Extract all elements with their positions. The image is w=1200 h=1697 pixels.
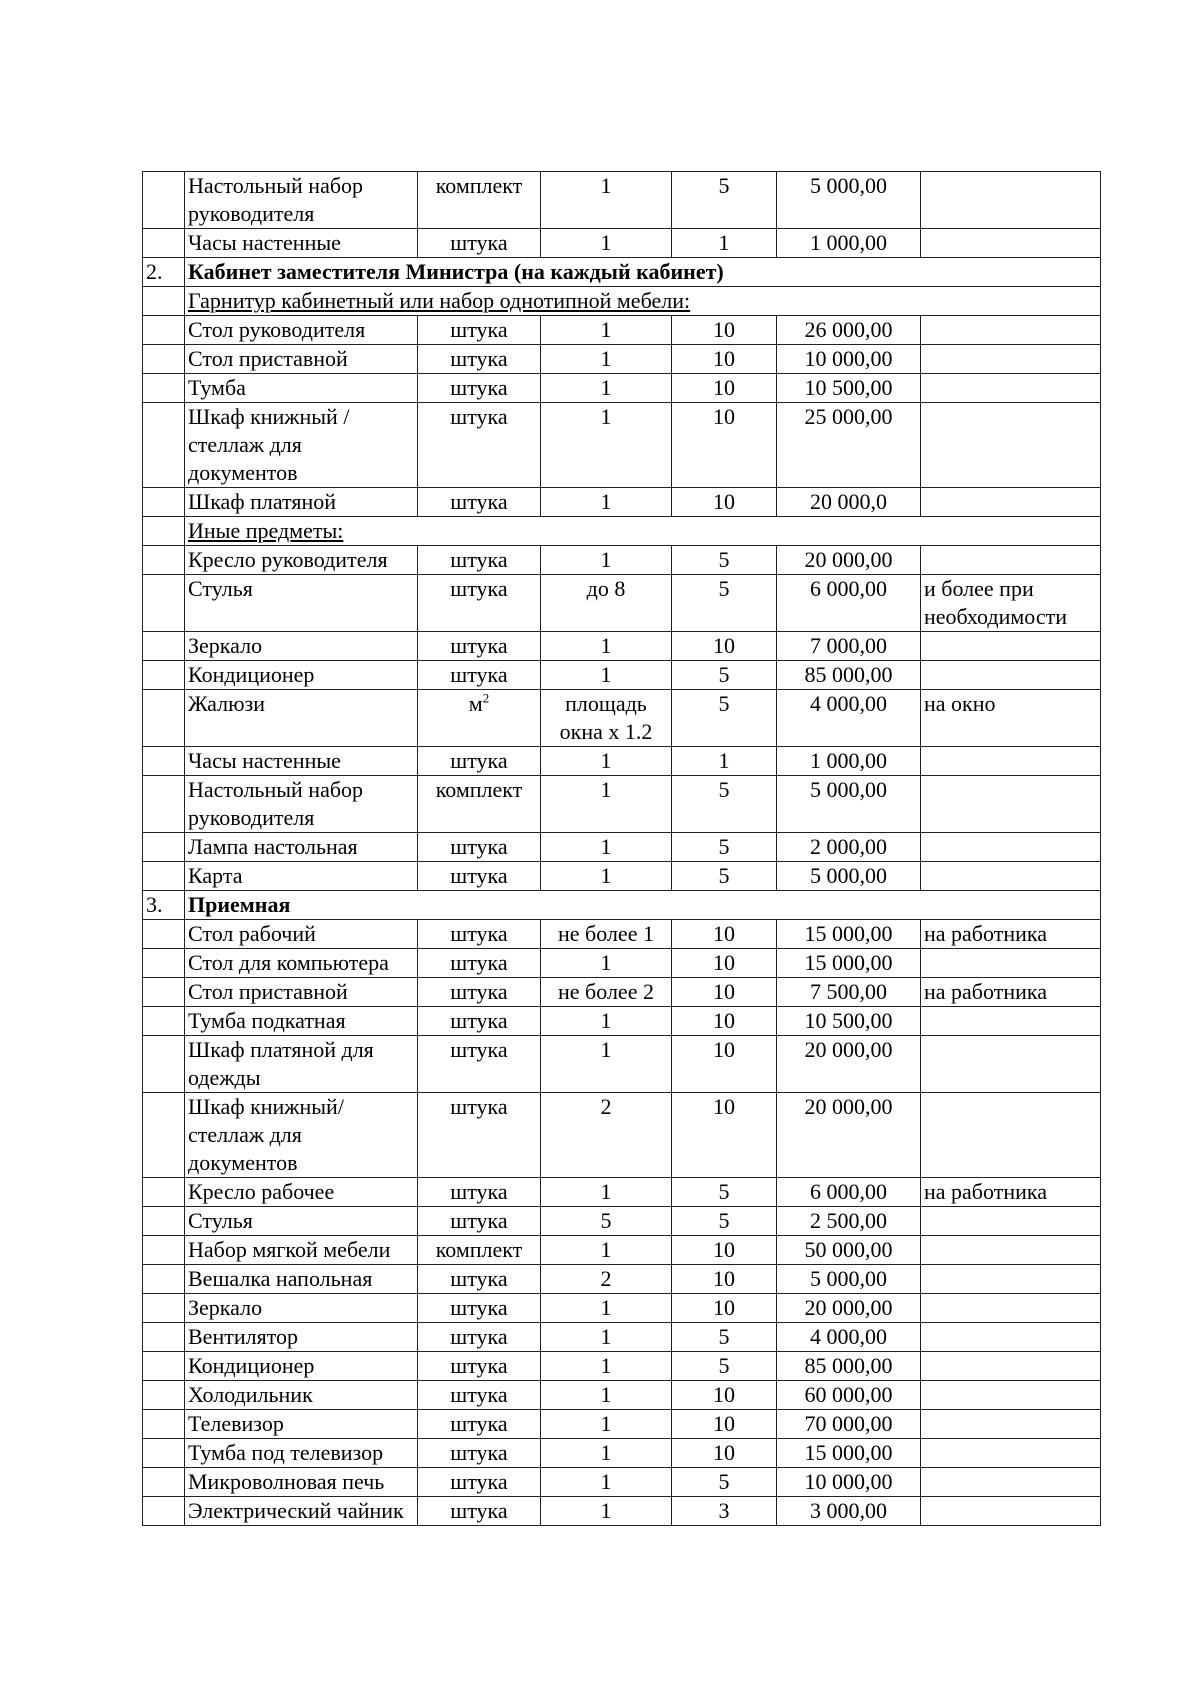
item-unit: штука bbox=[418, 575, 541, 632]
item-unit: штука bbox=[418, 546, 541, 575]
item-price: 20 000,00 bbox=[777, 546, 921, 575]
table-row bbox=[143, 978, 1101, 1007]
section-number: 2. bbox=[143, 258, 185, 287]
item-quantity: 1 bbox=[541, 1323, 672, 1352]
item-unit: штука bbox=[418, 1007, 541, 1036]
item-name: Стулья bbox=[185, 1207, 418, 1236]
row-number-cell bbox=[143, 632, 185, 661]
table-row bbox=[143, 1323, 1101, 1352]
item-price: 20 000,00 bbox=[777, 1093, 921, 1178]
item-name: Стол руководителя bbox=[185, 316, 418, 345]
item-quantity: 1 bbox=[541, 949, 672, 978]
item-unit: комплект bbox=[418, 172, 541, 229]
item-price: 15 000,00 bbox=[777, 920, 921, 949]
item-unit: штука bbox=[418, 1323, 541, 1352]
item-name: Шкаф платяной для одежды bbox=[185, 1036, 418, 1093]
table-row bbox=[143, 1410, 1101, 1439]
item-quantity: 1 bbox=[541, 374, 672, 403]
table-row bbox=[143, 229, 1101, 258]
item-service-years: 5 bbox=[672, 776, 777, 833]
table-body bbox=[143, 172, 1101, 1526]
item-unit: штука bbox=[418, 345, 541, 374]
item-unit: штука bbox=[418, 488, 541, 517]
row-number-cell bbox=[143, 978, 185, 1007]
item-note bbox=[921, 1236, 1101, 1265]
unit-exponent: 2 bbox=[482, 690, 490, 706]
item-note: на работника bbox=[921, 978, 1101, 1007]
table-row bbox=[143, 690, 1101, 747]
table-row bbox=[143, 1468, 1101, 1497]
item-unit: штука bbox=[418, 1468, 541, 1497]
item-name: Стол для компьютера bbox=[185, 949, 418, 978]
item-unit bbox=[418, 690, 541, 747]
table-row bbox=[143, 1178, 1101, 1207]
item-service-years: 5 bbox=[672, 661, 777, 690]
subheading: Гарнитур кабинетный или набор однотипной мебели: bbox=[185, 287, 1101, 316]
subheading: Иные предметы: bbox=[185, 517, 1101, 546]
item-quantity: 1 bbox=[541, 833, 672, 862]
item-name: Телевизор bbox=[185, 1410, 418, 1439]
section-title: Кабинет заместителя Министра (на каждый кабинет) bbox=[185, 258, 1101, 287]
table-row bbox=[143, 575, 1101, 632]
table-row bbox=[143, 1007, 1101, 1036]
item-quantity: 1 bbox=[541, 661, 672, 690]
item-name: Настольный набор руководителя bbox=[185, 776, 418, 833]
table-row bbox=[143, 920, 1101, 949]
item-quantity: 2 bbox=[541, 1093, 672, 1178]
item-price: 4 000,00 bbox=[777, 1323, 921, 1352]
item-name: Кресло рабочее bbox=[185, 1178, 418, 1207]
item-price: 85 000,00 bbox=[777, 1352, 921, 1381]
row-number-cell bbox=[143, 229, 185, 258]
item-service-years: 10 bbox=[672, 1007, 777, 1036]
item-quantity: 1 bbox=[541, 1381, 672, 1410]
item-name: Карта bbox=[185, 862, 418, 891]
item-name: Вентилятор bbox=[185, 1323, 418, 1352]
row-number-cell bbox=[143, 1265, 185, 1294]
item-note bbox=[921, 316, 1101, 345]
item-quantity: 1 bbox=[541, 862, 672, 891]
item-quantity: 1 bbox=[541, 1439, 672, 1468]
item-unit: штука bbox=[418, 1294, 541, 1323]
item-quantity: не более 2 bbox=[541, 978, 672, 1007]
subheading-row bbox=[143, 517, 1101, 546]
item-note: на работника bbox=[921, 920, 1101, 949]
item-name: Холодильник bbox=[185, 1381, 418, 1410]
item-unit: штука bbox=[418, 1093, 541, 1178]
section-header-row bbox=[143, 891, 1101, 920]
item-service-years: 10 bbox=[672, 1093, 777, 1178]
item-service-years: 5 bbox=[672, 862, 777, 891]
item-note bbox=[921, 1381, 1101, 1410]
item-unit: штука bbox=[418, 1265, 541, 1294]
table-row bbox=[143, 1236, 1101, 1265]
item-name: Кресло руководителя bbox=[185, 546, 418, 575]
item-unit: штука bbox=[418, 747, 541, 776]
item-name: Часы настенные bbox=[185, 747, 418, 776]
item-name: Электрический чайник bbox=[185, 1497, 418, 1526]
section-header-row bbox=[143, 258, 1101, 287]
item-service-years: 10 bbox=[672, 920, 777, 949]
item-quantity: до 8 bbox=[541, 575, 672, 632]
item-unit: штука bbox=[418, 920, 541, 949]
item-note bbox=[921, 1093, 1101, 1178]
item-service-years: 10 bbox=[672, 1265, 777, 1294]
table-row bbox=[143, 1207, 1101, 1236]
item-service-years: 10 bbox=[672, 374, 777, 403]
table-row bbox=[143, 1265, 1101, 1294]
row-number-cell bbox=[143, 1007, 185, 1036]
item-service-years: 5 bbox=[672, 1323, 777, 1352]
item-service-years: 10 bbox=[672, 1381, 777, 1410]
item-service-years: 10 bbox=[672, 488, 777, 517]
item-name: Кондиционер bbox=[185, 1352, 418, 1381]
item-price: 10 000,00 bbox=[777, 345, 921, 374]
item-unit: штука bbox=[418, 1381, 541, 1410]
item-price: 20 000,00 bbox=[777, 1036, 921, 1093]
item-note bbox=[921, 661, 1101, 690]
item-name: Микроволновая печь bbox=[185, 1468, 418, 1497]
item-quantity: 1 bbox=[541, 1007, 672, 1036]
row-number-cell bbox=[143, 403, 185, 488]
item-service-years: 10 bbox=[672, 632, 777, 661]
item-unit: штука bbox=[418, 632, 541, 661]
item-name: Стулья bbox=[185, 575, 418, 632]
item-unit: комплект bbox=[418, 1236, 541, 1265]
item-price: 5 000,00 bbox=[777, 1265, 921, 1294]
table-row bbox=[143, 345, 1101, 374]
item-price: 3 000,00 bbox=[777, 1497, 921, 1526]
item-note bbox=[921, 1439, 1101, 1468]
row-number-cell bbox=[143, 776, 185, 833]
item-service-years: 5 bbox=[672, 1178, 777, 1207]
row-number-cell bbox=[143, 316, 185, 345]
item-price: 7 000,00 bbox=[777, 632, 921, 661]
item-name: Зеркало bbox=[185, 1294, 418, 1323]
item-price: 10 000,00 bbox=[777, 1468, 921, 1497]
item-unit: штука bbox=[418, 978, 541, 1007]
table-row bbox=[143, 1497, 1101, 1526]
item-service-years: 5 bbox=[672, 172, 777, 229]
item-service-years: 10 bbox=[672, 345, 777, 374]
item-name: Зеркало bbox=[185, 632, 418, 661]
item-note bbox=[921, 949, 1101, 978]
row-number-cell bbox=[143, 517, 185, 546]
item-note bbox=[921, 747, 1101, 776]
item-service-years: 10 bbox=[672, 316, 777, 345]
table-row bbox=[143, 833, 1101, 862]
item-quantity: 1 bbox=[541, 1294, 672, 1323]
item-unit: штука bbox=[418, 374, 541, 403]
row-number-cell bbox=[143, 1439, 185, 1468]
subheading-row bbox=[143, 287, 1101, 316]
item-note bbox=[921, 1352, 1101, 1381]
item-price: 15 000,00 bbox=[777, 1439, 921, 1468]
item-note bbox=[921, 1265, 1101, 1294]
item-price: 1 000,00 bbox=[777, 747, 921, 776]
item-name: Кондиционер bbox=[185, 661, 418, 690]
item-service-years: 5 bbox=[672, 1207, 777, 1236]
item-name: Тумба под телевизор bbox=[185, 1439, 418, 1468]
item-name: Лампа настольная bbox=[185, 833, 418, 862]
item-note bbox=[921, 403, 1101, 488]
item-quantity: 1 bbox=[541, 1352, 672, 1381]
table-row bbox=[143, 632, 1101, 661]
item-price: 2 000,00 bbox=[777, 833, 921, 862]
row-number-cell bbox=[143, 287, 185, 316]
item-name: Настольный набор руководителя bbox=[185, 172, 418, 229]
item-price: 4 000,00 bbox=[777, 690, 921, 747]
item-service-years: 5 bbox=[672, 1468, 777, 1497]
item-unit: штука bbox=[418, 661, 541, 690]
item-unit: штука bbox=[418, 862, 541, 891]
item-unit: штука bbox=[418, 316, 541, 345]
row-number-cell bbox=[143, 575, 185, 632]
table-row bbox=[143, 949, 1101, 978]
item-unit: штука bbox=[418, 1497, 541, 1526]
item-service-years: 10 bbox=[672, 949, 777, 978]
item-price: 10 500,00 bbox=[777, 374, 921, 403]
item-note bbox=[921, 776, 1101, 833]
item-name: Шкаф книжный /стеллаж для документов bbox=[185, 403, 418, 488]
table-row bbox=[143, 661, 1101, 690]
item-note bbox=[921, 374, 1101, 403]
item-quantity: 1 bbox=[541, 1236, 672, 1265]
row-number-cell bbox=[143, 172, 185, 229]
furniture-norms-table bbox=[142, 171, 1101, 1526]
unit-base: м bbox=[468, 691, 483, 716]
item-service-years: 1 bbox=[672, 229, 777, 258]
item-price: 25 000,00 bbox=[777, 403, 921, 488]
row-number-cell bbox=[143, 1178, 185, 1207]
item-note: и более при необходимости bbox=[921, 575, 1101, 632]
row-number-cell bbox=[143, 488, 185, 517]
item-unit: штука bbox=[418, 833, 541, 862]
table-row bbox=[143, 1381, 1101, 1410]
row-number-cell bbox=[143, 345, 185, 374]
item-quantity: 1 bbox=[541, 1036, 672, 1093]
item-quantity: 1 bbox=[541, 1468, 672, 1497]
item-quantity: площадь окна х 1.2 bbox=[541, 690, 672, 747]
table-row bbox=[143, 1093, 1101, 1178]
item-price: 10 500,00 bbox=[777, 1007, 921, 1036]
item-quantity: 1 bbox=[541, 172, 672, 229]
item-note bbox=[921, 1497, 1101, 1526]
row-number-cell bbox=[143, 546, 185, 575]
item-note bbox=[921, 229, 1101, 258]
item-unit: комплект bbox=[418, 776, 541, 833]
item-service-years: 5 bbox=[672, 690, 777, 747]
item-quantity: 1 bbox=[541, 1410, 672, 1439]
item-quantity: 1 bbox=[541, 229, 672, 258]
item-note bbox=[921, 1007, 1101, 1036]
item-service-years: 10 bbox=[672, 1036, 777, 1093]
item-quantity: 1 bbox=[541, 1497, 672, 1526]
item-unit: штука bbox=[418, 1207, 541, 1236]
item-quantity: 1 bbox=[541, 345, 672, 374]
item-note: на окно bbox=[921, 690, 1101, 747]
item-name: Шкаф книжный/ стеллаж для документов bbox=[185, 1093, 418, 1178]
table-row bbox=[143, 776, 1101, 833]
row-number-cell bbox=[143, 374, 185, 403]
item-price: 5 000,00 bbox=[777, 776, 921, 833]
item-quantity: 1 bbox=[541, 632, 672, 661]
row-number-cell bbox=[143, 1381, 185, 1410]
item-unit: штука bbox=[418, 1036, 541, 1093]
item-price: 85 000,00 bbox=[777, 661, 921, 690]
item-unit: штука bbox=[418, 1352, 541, 1381]
item-price: 60 000,00 bbox=[777, 1381, 921, 1410]
row-number-cell bbox=[143, 690, 185, 747]
item-price: 1 000,00 bbox=[777, 229, 921, 258]
row-number-cell bbox=[143, 1410, 185, 1439]
item-note bbox=[921, 833, 1101, 862]
item-service-years: 5 bbox=[672, 1352, 777, 1381]
row-number-cell bbox=[143, 1497, 185, 1526]
row-number-cell bbox=[143, 1207, 185, 1236]
table-row bbox=[143, 1439, 1101, 1468]
item-note bbox=[921, 546, 1101, 575]
item-price: 5 000,00 bbox=[777, 172, 921, 229]
item-name: Тумба bbox=[185, 374, 418, 403]
item-service-years: 3 bbox=[672, 1497, 777, 1526]
table-row bbox=[143, 747, 1101, 776]
item-service-years: 10 bbox=[672, 1294, 777, 1323]
item-service-years: 10 bbox=[672, 1410, 777, 1439]
row-number-cell bbox=[143, 833, 185, 862]
row-number-cell bbox=[143, 949, 185, 978]
table-row bbox=[143, 172, 1101, 229]
item-price: 70 000,00 bbox=[777, 1410, 921, 1439]
item-note bbox=[921, 1294, 1101, 1323]
item-note bbox=[921, 1468, 1101, 1497]
item-unit: штука bbox=[418, 229, 541, 258]
item-name: Вешалка напольная bbox=[185, 1265, 418, 1294]
item-name: Стол приставной bbox=[185, 978, 418, 1007]
item-service-years: 5 bbox=[672, 575, 777, 632]
row-number-cell bbox=[143, 661, 185, 690]
table-row bbox=[143, 1294, 1101, 1323]
item-service-years: 5 bbox=[672, 833, 777, 862]
item-unit: штука bbox=[418, 1439, 541, 1468]
table-row bbox=[143, 316, 1101, 345]
item-unit: штука bbox=[418, 1410, 541, 1439]
item-name: Стол приставной bbox=[185, 345, 418, 374]
row-number-cell bbox=[143, 1093, 185, 1178]
item-price: 7 500,00 bbox=[777, 978, 921, 1007]
item-name: Шкаф платяной bbox=[185, 488, 418, 517]
item-note bbox=[921, 862, 1101, 891]
item-quantity: 1 bbox=[541, 747, 672, 776]
item-price: 2 500,00 bbox=[777, 1207, 921, 1236]
item-price: 15 000,00 bbox=[777, 949, 921, 978]
row-number-cell bbox=[143, 1352, 185, 1381]
item-note bbox=[921, 1207, 1101, 1236]
item-name: Стол рабочий bbox=[185, 920, 418, 949]
item-service-years: 10 bbox=[672, 403, 777, 488]
item-quantity: не более 1 bbox=[541, 920, 672, 949]
item-price: 6 000,00 bbox=[777, 575, 921, 632]
row-number-cell bbox=[143, 1236, 185, 1265]
item-quantity: 1 bbox=[541, 776, 672, 833]
item-service-years: 5 bbox=[672, 546, 777, 575]
item-note bbox=[921, 1323, 1101, 1352]
item-price: 20 000,0 bbox=[777, 488, 921, 517]
item-name: Часы настенные bbox=[185, 229, 418, 258]
item-note bbox=[921, 1410, 1101, 1439]
item-service-years: 1 bbox=[672, 747, 777, 776]
item-quantity: 2 bbox=[541, 1265, 672, 1294]
item-quantity: 1 bbox=[541, 316, 672, 345]
item-note bbox=[921, 1036, 1101, 1093]
item-name: Набор мягкой мебели bbox=[185, 1236, 418, 1265]
section-title: Приемная bbox=[185, 891, 1101, 920]
item-quantity: 1 bbox=[541, 488, 672, 517]
table-row bbox=[143, 374, 1101, 403]
row-number-cell bbox=[143, 1323, 185, 1352]
item-name: Тумба подкатная bbox=[185, 1007, 418, 1036]
table-row bbox=[143, 1352, 1101, 1381]
table-row bbox=[143, 403, 1101, 488]
item-service-years: 10 bbox=[672, 1439, 777, 1468]
item-price: 20 000,00 bbox=[777, 1294, 921, 1323]
item-note: на работника bbox=[921, 1178, 1101, 1207]
item-quantity: 1 bbox=[541, 546, 672, 575]
row-number-cell bbox=[143, 1294, 185, 1323]
item-note bbox=[921, 632, 1101, 661]
row-number-cell bbox=[143, 862, 185, 891]
item-price: 5 000,00 bbox=[777, 862, 921, 891]
item-quantity: 1 bbox=[541, 403, 672, 488]
item-price: 50 000,00 bbox=[777, 1236, 921, 1265]
table-row bbox=[143, 488, 1101, 517]
table-row bbox=[143, 1036, 1101, 1093]
item-price: 26 000,00 bbox=[777, 316, 921, 345]
item-unit: штука bbox=[418, 1178, 541, 1207]
table-row bbox=[143, 862, 1101, 891]
item-service-years: 10 bbox=[672, 1236, 777, 1265]
item-name: Жалюзи bbox=[185, 690, 418, 747]
item-service-years: 10 bbox=[672, 978, 777, 1007]
item-unit: штука bbox=[418, 949, 541, 978]
item-note bbox=[921, 172, 1101, 229]
item-note bbox=[921, 488, 1101, 517]
table-row bbox=[143, 546, 1101, 575]
item-quantity: 5 bbox=[541, 1207, 672, 1236]
item-price: 6 000,00 bbox=[777, 1178, 921, 1207]
item-quantity: 1 bbox=[541, 1178, 672, 1207]
row-number-cell bbox=[143, 920, 185, 949]
row-number-cell bbox=[143, 1468, 185, 1497]
section-number: 3. bbox=[143, 891, 185, 920]
item-unit: штука bbox=[418, 403, 541, 488]
row-number-cell bbox=[143, 747, 185, 776]
item-note bbox=[921, 345, 1101, 374]
row-number-cell bbox=[143, 1036, 185, 1093]
